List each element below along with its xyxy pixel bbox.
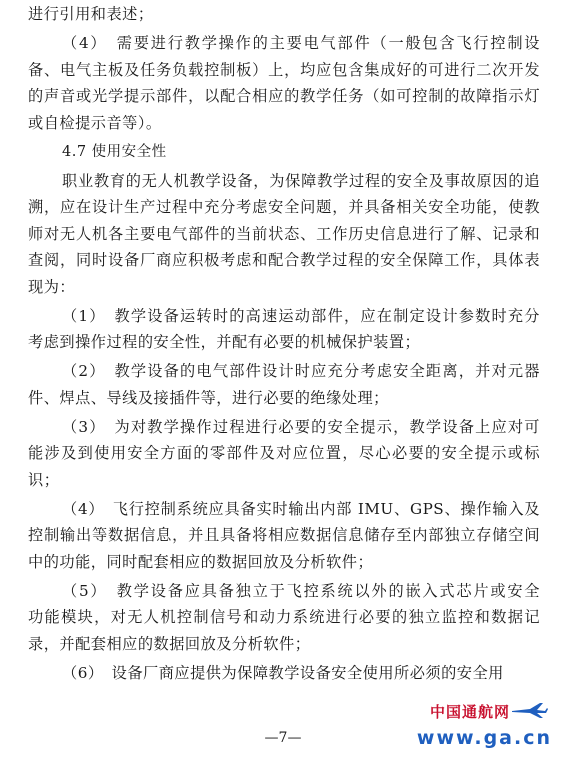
- text-line: 功能模块，对无人机控制信号和动力系统进行必要的独立监控和数据记: [28, 608, 540, 626]
- text-line: （6） 设备厂商应提供为保障教学设备安全使用所必须的安全用: [62, 664, 504, 682]
- text-line: 的声音或光学提示部件，以配合相应的教学任务（如可控制的故障指示灯: [28, 87, 540, 105]
- text-line: 溯，应在设计生产过程中充分考虑安全问题，并具备相关安全功能，使教: [28, 198, 540, 216]
- text-line: 进行引用和表述；: [28, 5, 154, 23]
- text-line: 职业教育的无人机教学设备，为保障教学过程的安全及事故原因的追: [62, 172, 540, 190]
- text-line: （4） 需要进行教学操作的主要电气部件（一般包含飞行控制设: [62, 34, 540, 52]
- text-line: 控制输出等数据信息，并且具备将相应数据信息储存至内部独立存储空间: [28, 526, 540, 544]
- text-line: 件、焊点、导线及接插件等，进行必要的绝缘处理；: [28, 389, 389, 407]
- text-line: 识；: [28, 471, 60, 489]
- watermark-url: www.ga.cn: [416, 727, 552, 749]
- text-line: （1） 教学设备运转时的高速运动部件，应在制定设计参数时充分: [62, 307, 540, 325]
- text-line: 师对无人机各主要电气部件的当前状态、工作历史信息进行了解、记录和: [28, 225, 540, 243]
- text-line: （5） 教学设备应具备独立于飞控系统以外的嵌入式芯片或安全: [62, 582, 540, 600]
- section-heading: 4.7 使用安全性: [62, 144, 167, 160]
- text-line: 考虑到操作过程的安全性，并配有必要的机械保护装置；: [28, 333, 421, 351]
- airplane-icon: [510, 701, 548, 719]
- text-line: 录，并配套相应的数据回放及分析软件；: [28, 635, 311, 653]
- site-watermark: [382, 701, 552, 751]
- text-line: （4） 飞行控制系统应具备实时输出内部 IMU、GPS、操作输入及: [62, 500, 540, 518]
- text-line: 或自检提示音等）。: [28, 114, 162, 132]
- watermark-title: 中国通航网: [429, 703, 510, 721]
- text-line: 备、电气主板及任务负载控制板）上，均应包含集成好的可进行二次开发: [28, 61, 540, 79]
- text-line: 能涉及到使用安全方面的零部件及对应位置，尽心必要的安全提示或标: [28, 444, 540, 462]
- text-line: 现为：: [28, 278, 76, 296]
- text-line: （3） 为对教学操作过程进行必要的安全提示，教学设备上应对可: [62, 418, 540, 436]
- text-line: 查阅，同时设备厂商应积极考虑和配合教学过程的安全保障工作，具体表: [28, 251, 540, 269]
- text-line: 中的功能，同时配套相应的数据回放及分析软件；: [28, 553, 374, 571]
- text-line: （2） 教学设备的电气部件设计时应充分考虑安全距离，并对元器: [62, 362, 540, 380]
- page-number: —7—: [264, 730, 302, 746]
